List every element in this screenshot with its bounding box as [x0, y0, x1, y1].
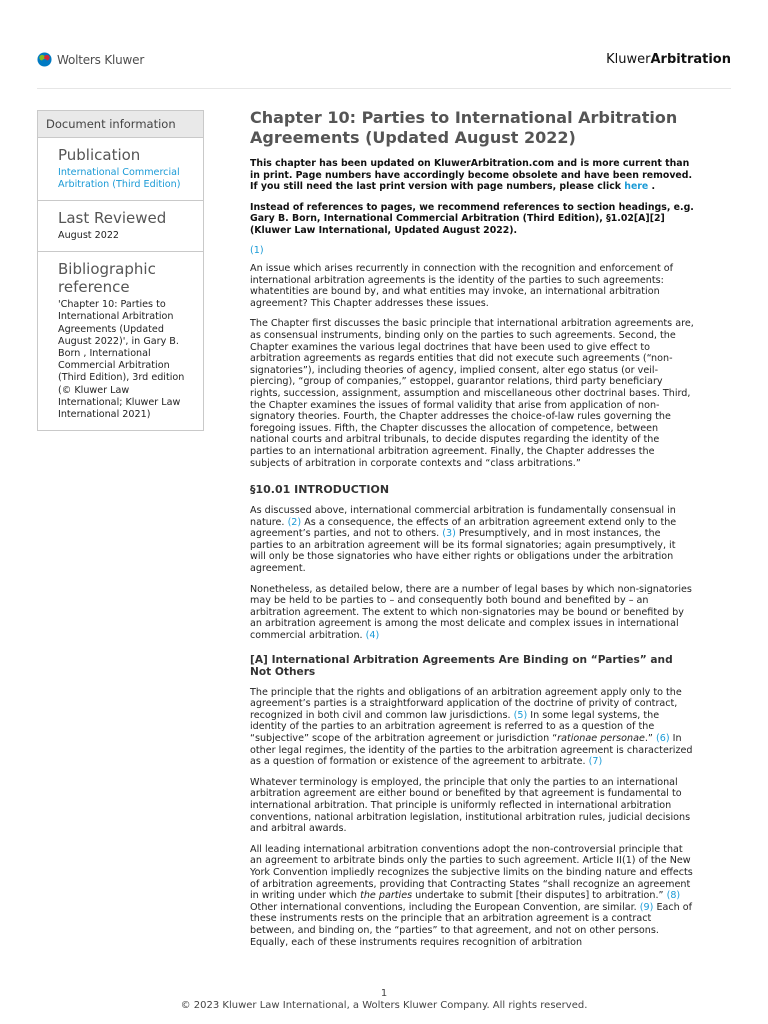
update-notice-text: This chapter has been updated on KluwerArbitration.com and is more current than in print. Page numbers have accordingly become obsolete and have been removed. If you still need the last print version with page numbers, please click [250, 158, 693, 192]
footnote-link-9[interactable]: (9) [639, 901, 654, 913]
text-run: .” [644, 733, 653, 744]
text-run: Nonetheless, as detailed below, there are a number of legal bases by which non-signatories may be held to be parties to – and consequently both bound and benefited by – an arbitration agreement. The extent to which non-signatories may be bound or benefited by an arbitration agreement is among the most delicate and complex issues in international commercial arbitration. [250, 583, 692, 642]
last-reviewed-section [38, 201, 203, 252]
wolters-kluwer-logo-icon [37, 52, 52, 67]
publication-title: Publication [58, 146, 141, 164]
bibliographic-section [38, 252, 203, 430]
publication-section [38, 138, 203, 201]
paragraph [250, 844, 694, 948]
paragraph: An issue which arises recurrently in connection with the recognition and enforcement of international arbitration agreements is the identity of the parties to such agreements: whatentities are bound by, and what entities may invoke, an international arbitration agreement? This Chapter addresses these issues. [250, 263, 674, 309]
text-run: Presumptively, and in most instances, the parties to an arbitration agreement will be its formal signatories; again presumptively, it will only be those signatories who have either rights or obligations under the arbitration agreement. [250, 528, 676, 575]
text-run: Other international conventions, including the European Convention, are similar. [250, 901, 637, 913]
publication-link[interactable]: International Commercial Arbitration (Third Edition) [58, 167, 181, 190]
page-number: 1 [380, 988, 388, 999]
text-run: As a consequence, the effects of an arbitration agreement extend only to the agreement’s parties, and not to others. [250, 516, 677, 540]
text-run: In some legal systems, the identity of the parties to an arbitration agreement is referred to as a question of the “subjective” scope of the arbitration agreement or jurisdiction “ [250, 709, 660, 744]
page-footer [0, 987, 768, 1011]
text-run: All leading international arbitration conventions adopt the non-controversial principle that an agreement to arbitrate binds only the parties to such agreement. Article II(1) of the New York Convention impliedly recognizes the subjective limits on the binding nature and effects of arbitration agreements, providing that Contracting States “shall recognize an agreement in writing under which [250, 843, 693, 902]
brand-bold: Arbitration [650, 52, 731, 67]
chapter-title: Chapter 10: Parties to International Arbitration Agreements (Updated August 2022) [250, 108, 678, 147]
print-version-link[interactable]: here [624, 181, 649, 192]
paragraph: The Chapter first discusses the basic principle that international arbitration agreements are, as consensual instruments, binding only on the parties to such agreements. Second, the Chapter examines the various legal doctrines that have been used to give effect to arbitration agreements as regards entities that did not execute such agreements (“non-signatories”), including theories of agency, implied consent, alter ego status (or veil-piercing), “group of companies,” estoppel, guarantor relations, third party beneficiary rights, succession, assignment, assumption and miscellaneous other doctrinal bases. Third, the Chapter examines the issues of formal validity that arise from application of non-signatory theories. Fourth, the Chapter addresses the choice-of-law rules governing the foregoing issues. Fifth, the Chapter discusses the allocation of competence, between national courts and arbitral tribunals, to decide disputes regarding the identity of the parties to an international arbitration agreement. Finally, the Chapter addresses the subjects of arbitration in corporate contexts and “class arbitrations.” [250, 318, 694, 469]
footnote-link-5[interactable]: (5) [513, 709, 528, 721]
bibliographic-title: Bibliographic reference [58, 260, 156, 297]
logo-text: Wolters Kluwer [57, 52, 145, 67]
paragraph [250, 584, 694, 642]
text-run: The principle that the rights and obligations of an arbitration agreement apply only to the agreement’s parties is a straightforward application of the doctrine of privity of contract, recognized in both civil and common law jurisdictions. [250, 686, 682, 721]
footnote-link-8[interactable]: (8) [666, 890, 681, 902]
paragraph: Whatever terminology is employed, the principle that only the parties to an international arbitration agreement are either bound or benefited by that agreement is fundamental to international arbitration. That principle is uniformly reflected in international arbitration conventions, national arbitration legislation, institutional arbitration rules, judicial decisions and arbitral awards. [250, 776, 691, 835]
page-header [37, 48, 731, 89]
italic-text: the parties [360, 890, 413, 902]
footnote-link-3[interactable]: (3) [442, 528, 456, 540]
kluwer-arbitration-brand[interactable] [606, 52, 731, 67]
footnote-link-6[interactable]: (6) [655, 733, 670, 744]
footnote-link-2[interactable]: (2) [287, 516, 302, 528]
chapter-content [250, 108, 694, 957]
footnote-link-4[interactable]: (4) [365, 630, 380, 642]
last-reviewed-title: Last Reviewed [58, 209, 167, 227]
wolters-kluwer-logo[interactable] [37, 52, 144, 67]
italic-text: rationae personae [557, 733, 645, 744]
paragraph [250, 505, 694, 575]
footnote-link-1[interactable]: (1) [250, 245, 264, 256]
brand-prefix: Kluwer [606, 52, 651, 67]
text-run: In other legal regimes, the identity of the parties to the arbitration agreement is characterized as a question of formation or existence of the agreement to arbitrate. [250, 733, 693, 768]
sidebar-heading: Document information [38, 111, 203, 138]
last-reviewed-date: August 2022 [58, 230, 120, 241]
text-run: undertake to submit [their disputes] to arbitration.” [415, 890, 664, 902]
update-notice-end: . [651, 181, 656, 192]
citation-notice: Instead of references to pages, we recommend references to section headings, e.g. Gary B. Born, International Commercial Arbitration (Third Edition), §1.02[A][2] (Kluwer Law International, Updated August 2022). [250, 201, 694, 236]
copyright-notice: © 2023 Kluwer Law International, a Wolters Kluwer Company. All rights reserved. [180, 1000, 588, 1011]
update-notice [250, 158, 694, 193]
text-run: Each of these instruments rests on the principle that an arbitration agreement is a contract between, and binding on, the “parties” to that agreement, and not on other persons. Equally, each of these instruments requires recognition of arbitration [250, 901, 693, 948]
footnote-link-7[interactable]: (7) [588, 756, 603, 768]
text-run: As discussed above, international commercial arbitration is fundamentally consensual in nature. [250, 505, 676, 528]
paragraph [250, 687, 694, 768]
bibliographic-text: 'Chapter 10: Parties to International Arbitration Agreements (Updated August 2022)', in Gary B. Born , International Commercial Arbitration (Third Edition), 3rd edition (© Kluwer Law International; Kluwer Law International 2021) [58, 299, 185, 421]
section-heading: §10.01 INTRODUCTION [250, 483, 390, 497]
subsection-heading: [A] International Arbitration Agreements Are Binding on “Parties” and Not Others [250, 653, 673, 678]
document-info-sidebar [37, 110, 204, 431]
